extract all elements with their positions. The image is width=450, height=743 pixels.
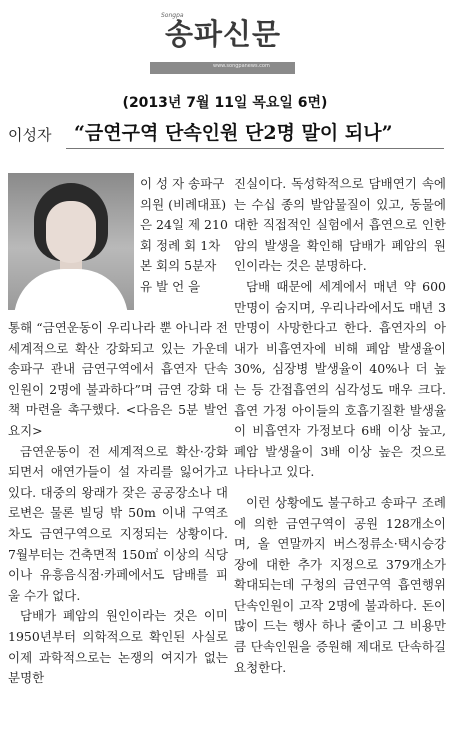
masthead-small-label: Songpa: [161, 12, 184, 19]
paragraph: 담배가 폐암의 원인이라는 것은 이미 1950년부터 의학적으로 확인된 사실로 이제 과학적으로는 논쟁의 여지가 없는 분명한: [8, 608, 228, 686]
right-column: [234, 174, 446, 678]
paragraph: 금연운동이 전 세계적으로 확산·강화되면서 애연가들이 설 자리를 잃어가고 있다. 대중의 왕래가 잦은 공공장소나 대로변은 물론 빌딩 밖 50m 이내 구역조차도 금연구역으로 지정되는 상황이다. 7월부터는 건축면적 150㎡ 이상의 식당이나 유흥음식점·카페에서도 담배를 피울 수가 없다.: [8, 443, 228, 603]
author-name: 이성자: [8, 126, 52, 144]
paragraph: 통해 “금연운동이 우리나라 뿐 아니라 전 세계적으로 확산 강화되고 있는 가운데 송파구 관내 금연구역에서 흡연자 단속인원이 2명에 불과하다”며 금연 강화 대책 마련을 촉구했다. <다음은 5분 발언 요지>: [8, 320, 228, 438]
headline: “금연구역 단속인원 단2명 말이 되나”: [74, 122, 393, 144]
logo-bar-text: www.songpanews.com: [213, 63, 270, 69]
bio-text: 이 성 자 송파구의원 (비례대표) 은 24일 제 210회 정례 회 1차 본 회의 5분자 유 발 언 을: [140, 176, 228, 294]
paragraph: 진실이다. 독성학적으로 담배연기 속에는 수십 종의 발암물질이 있고, 동물에 대한 직접적인 실험에서 흡연으로 인한 암의 발생을 확인해 담배가 폐암의 원인이라는 것은 분명하다.: [234, 176, 446, 274]
headline-rule: [66, 148, 444, 149]
dateline: (2013년 7월 11일 목요일 6면): [122, 95, 328, 111]
paragraph: 이런 상황에도 불구하고 송파구 조례에 의한 금연구역이 공원 128개소이며, 올 연말까지 버스정류소·택시승강장에 대한 추가 지정으로 379개소가 확대되는데 구청의 금연구역 흡연행위 단속인원이 고작 2명에 불과하다. 돈이 많이 드는 행사 하나 줄이고 그 비용만큼 단속인원을 증원해 제대로 단속하길 요청한다.: [234, 494, 446, 675]
portrait-photo-icon: [8, 173, 134, 310]
author-bio: [140, 174, 228, 298]
masthead: [0, 0, 450, 86]
left-column: [8, 318, 228, 689]
newspaper-logo: 송파신문: [165, 17, 282, 51]
paragraph: 담배 때문에 세계에서 매년 약 600만명이 숨지며, 우리나라에서도 매년 3만명이 사망한다고 한다. 흡연자의 아내가 비흡연자에 비해 폐암 발생율이 30%, 심장병 발생율이 40%나 더 높는 등 간접흡연의 심각성도 매우 크다. 흡연 가정 아이들의 호흡기질환 발생율이 비흡연자 가정보다 6배 이상 높고, 폐암 발생율이 3배 이상 높은 것으로 나타나고 있다.: [234, 278, 446, 480]
